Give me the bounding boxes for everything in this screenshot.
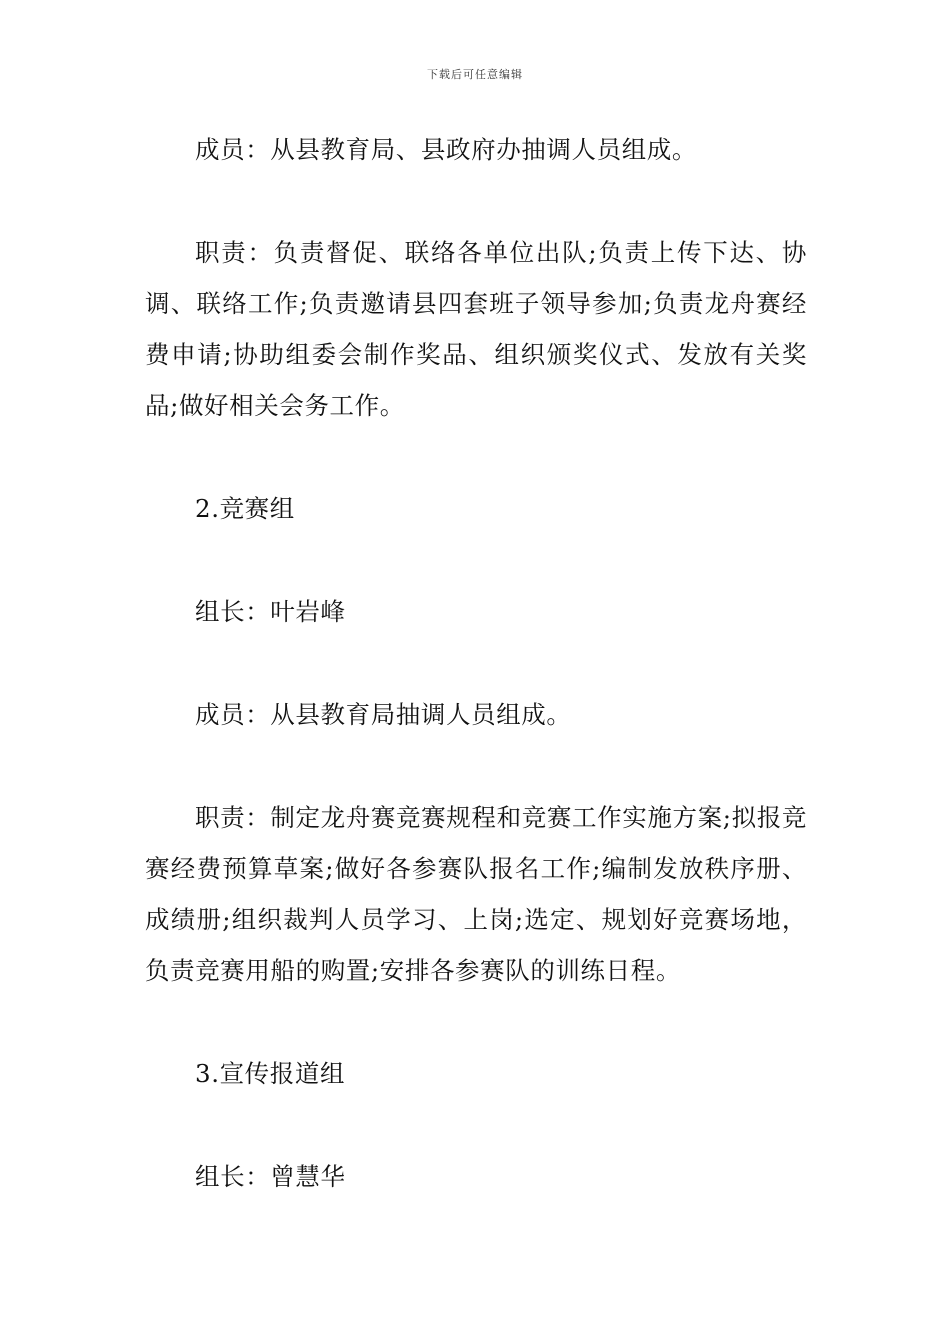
section-heading-competition: 2.竞赛组 <box>195 494 295 523</box>
paragraph-members-2: 成员：从县教育局抽调人员组成。 <box>195 700 572 729</box>
document-body <box>145 124 807 1254</box>
paragraph-leader-3: 组长：曾慧华 <box>195 1162 346 1191</box>
paragraph-leader-2: 组长：叶岩峰 <box>195 597 346 626</box>
header-note: 下载后可任意编辑 <box>427 68 523 81</box>
paragraph-members-1: 成员：从县教育局、县政府办抽调人员组成。 <box>195 135 697 164</box>
paragraph-duties-1: 职责：负责督促、联络各单位出队;负责上传下达、协调、联络工作;负责邀请县四套班子领导参加;负责龙舟赛经费申请;协助组委会制作奖品、组织颁奖仪式、发放有关奖品;做好相关会务工作。 <box>145 238 807 420</box>
section-heading-publicity: 3.宣传报道组 <box>195 1059 346 1088</box>
paragraph-duties-2: 职责：制定龙舟赛竞赛规程和竞赛工作实施方案;拟报竞赛经费预算草案;做好各参赛队报名工作;编制发放秩序册、成绩册;组织裁判人员学习、上岗;选定、规划好竞赛场地，负责竞赛用船的购置;安排各参赛队的训练日程。 <box>145 803 807 985</box>
